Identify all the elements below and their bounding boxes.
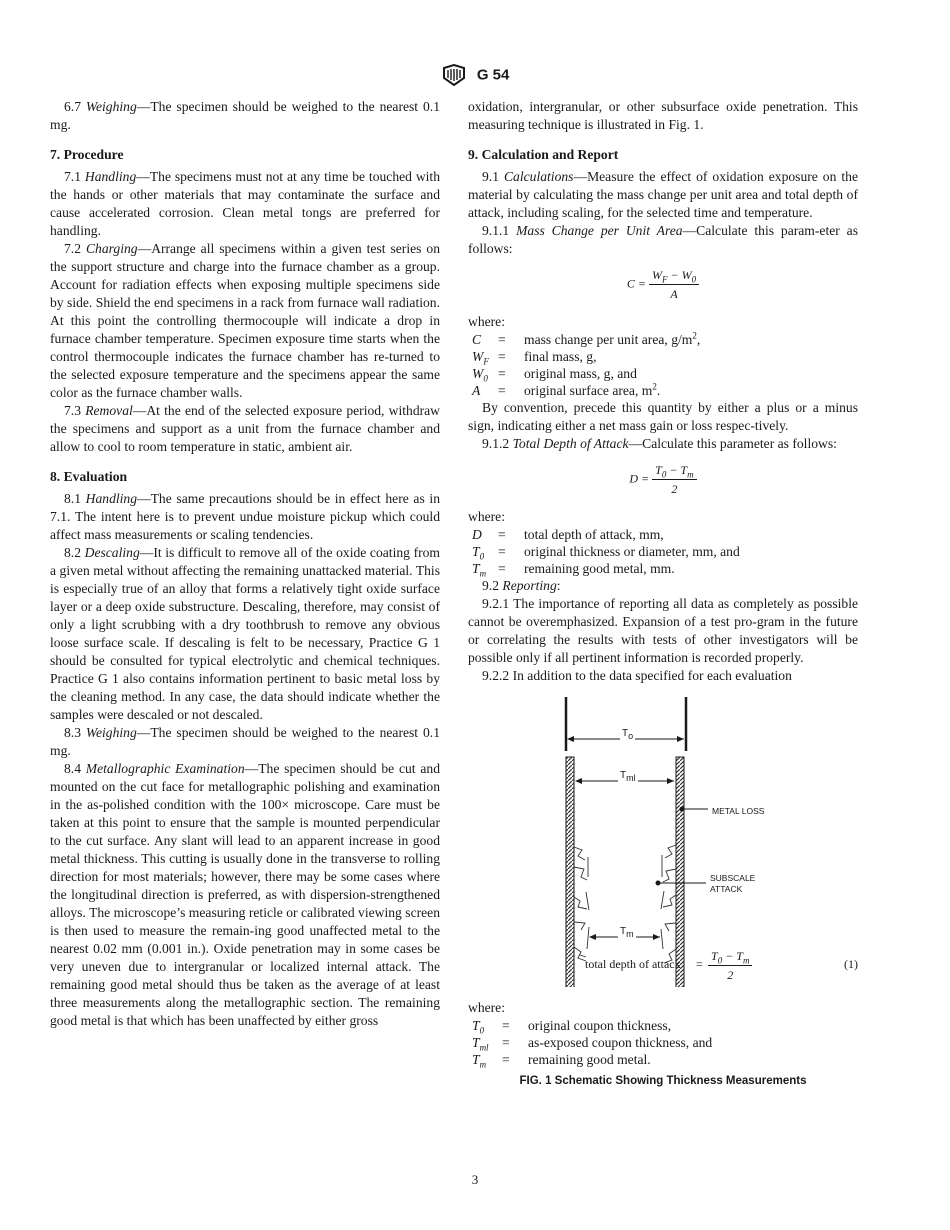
definition-row: D = total depth of attack, mm, — [472, 527, 664, 542]
figure-caption: FIG. 1 Schematic Showing Thickness Measurements — [519, 1075, 807, 1087]
label-metal-loss: METAL LOSS — [712, 806, 765, 816]
equation-mass-change: C = $\frac{W_F - W_0}{A}$ — [468, 266, 858, 303]
para-6-7: 6.7 Weighing—The specimen should be weighed to the nearest 0.1 mg. — [50, 99, 440, 132]
para-9-1-1: 9.1.1 Mass Change per Unit Area—Calculate this param-eter as follows: — [468, 223, 858, 256]
figure-1: $T_o$ $T_{ml}$ $T_m$ METAL LOSS SUBSCALE ATTACK total depth of attack = $\frac{T_0 - T_m}{2}$ (1) — [468, 697, 858, 987]
page-number: 3 — [471, 1172, 479, 1187]
where-label-2: where: — [468, 509, 505, 524]
section-9-heading: 9. Calculation and Report — [468, 147, 619, 162]
para-8-3: 8.3 Weighing—The specimen should be weighed to the nearest 0.1 mg. — [50, 725, 440, 758]
definition-row: C = mass change per unit area, $g/m^2$, — [472, 330, 701, 347]
definition-row: $T_{ml}$ = as-exposed coupon thickness, and — [472, 1035, 713, 1053]
definition-row: $W_F$ = final mass, g, — [472, 349, 597, 367]
definition-row: $T_m$ = remaining good metal, mm. — [472, 561, 675, 579]
label-subscale-attack: SUBSCALE ATTACK — [710, 873, 756, 894]
where-label-3: where: — [468, 1000, 505, 1015]
definitions-depth — [472, 526, 740, 577]
definitions-mass-change — [472, 331, 700, 399]
page-header — [0, 64, 950, 86]
thickness-schematic — [468, 697, 858, 987]
definition-row: A = original surface area, $m^2$. — [472, 381, 661, 398]
para-8-4: 8.4 Metallographic Examination—The specimen should be cut and mounted on the cut face for metallographic polishing and examination in the as-polished condition with the 100× microscope. Care must be taken at this point to ensure that the sample is mounted perpendicular to the cut surface. Any slant will lead to an apparent increase in good metal thickness. This cutting is usually done in the transverse to rolling direction for most materials; however, there may be some cases where the longitudinal direction is preferred, as with dispersion-strengthened alloys. The microscope’s measuring reticle or calibrated viewing screen is then used to measure the remain-ing good unaffected metal to the nearest 0.02 mm (0.001 in.). Oxide penetration may in some cases be very uneven due to intergranular or localized internal attack. The remaining good metal should thus be taken as the average of at least three measurements along the metallographic section. The remaining good metal is that which has been unaffected by either gross — [50, 761, 441, 1028]
right-column — [468, 98, 858, 1090]
para-9-1: 9.1 Calculations—Measure the effect of oxidation exposure on the material by calculating the mass change per unit area and total depth of attack, including scaling, for the selected time and temperature. — [468, 169, 858, 220]
left-scale — [566, 757, 574, 987]
astm-logo-icon — [441, 64, 467, 86]
definition-row: $T_0$ = original thickness or diameter, mm, and — [472, 544, 740, 562]
para-8-1: 8.1 Handling—The same precautions should be in effect here as in 7.1. The intent here is to prevent undue moisture pickup which could affect mass measurements or scaling tendencies. — [50, 491, 440, 542]
label-Tml: $T_{ml}$ — [618, 767, 638, 785]
para-continuation: oxidation, intergranular, or other subsurface oxide penetration. This measuring technique is illustrated in Fig. 1. — [468, 99, 858, 132]
section-8-heading: 8. Evaluation — [50, 469, 128, 484]
definition-row: $T_0$ = original coupon thickness, — [472, 1018, 672, 1036]
para-7-2: 7.2 Charging—Arrange all specimens within a given test series on the support structure and charge into the furnace chamber as a group. Account for radiation effects when exposing multiple specimens side by side. Shield the end specimens in a rack from furnace wall radiation. At this point the controlling thermocouple will indicate a drop in furnace chamber temperature. Specimen exposure time starts when the control thermocouple indicates the furnace chamber has re-turned to the selected exposure temperature and the specimens appear the same color as the furnace chamber walls. — [50, 241, 440, 400]
left-column — [50, 98, 440, 1030]
label-Tm: $T_m$ — [618, 923, 636, 941]
para-7-1: 7.1 Handling—The specimens must not at any time be touched with the hands or other materials that may contaminate the surface and cause accelerated corrosion. Clean metal tongs are preferred for handling. — [50, 169, 440, 238]
para-9-2-2: 9.2.2 In addition to the data specified for each evaluation — [482, 668, 792, 683]
where-label-1: where: — [468, 314, 505, 329]
definitions-figure — [472, 1017, 712, 1068]
para-9-1-2: 9.1.2 Total Depth of Attack—Calculate this parameter as follows: — [482, 436, 837, 451]
standard-code: G 54 — [476, 66, 510, 84]
para-7-3: 7.3 Removal—At the end of the selected exposure period, withdraw the specimens and support as a unit from the furnace chamber and allow to cool to room temperature in static, ambient air. — [50, 403, 440, 454]
equation-depth-attack: D = $\frac{T_0 - T_m}{2}$ — [468, 461, 858, 498]
definition-row: $T_m$ = remaining good metal. — [472, 1052, 651, 1070]
definition-row: $W_0$ = original mass, g, and — [472, 366, 637, 384]
para-9-2-1: 9.2.1 The importance of reporting all data as completely as possible cannot be overemphasized. Expansion of a test pro-gram in the future or correlating the results with tests of other investigators will be possible only if all pertinent information is recorded properly. — [468, 596, 858, 665]
para-convention: By convention, precede this quantity by either a plus or a minus sign, indicating either a net mass gain or loss respec-tively. — [468, 400, 858, 433]
para-9-2: 9.2 Reporting: — [482, 578, 561, 593]
right-scale — [676, 757, 684, 987]
para-8-2: 8.2 Descaling—It is difficult to remove all of the oxide coating from a given metal without affecting the remaining unattacked material. This is especially true of an alloy that forms a relatively tight oxide surface layer or a deep oxide substructure. Descaling, therefore, may consist of only a light scrubbing with a dry toothbrush to remove any obvious loose surface scale. If descaling is felt to be necessary, Practice G 1 should be consulted for typical electrolytic and chemical techniques. Practice G 1 also contains information pertinent to basic metal loss by the cleaning method. In any case, the data should indicate whether the samples were descaled or not descaled. — [50, 545, 440, 722]
label-T0: $T_o$ — [620, 725, 635, 743]
section-7-heading: 7. Procedure — [50, 147, 124, 162]
